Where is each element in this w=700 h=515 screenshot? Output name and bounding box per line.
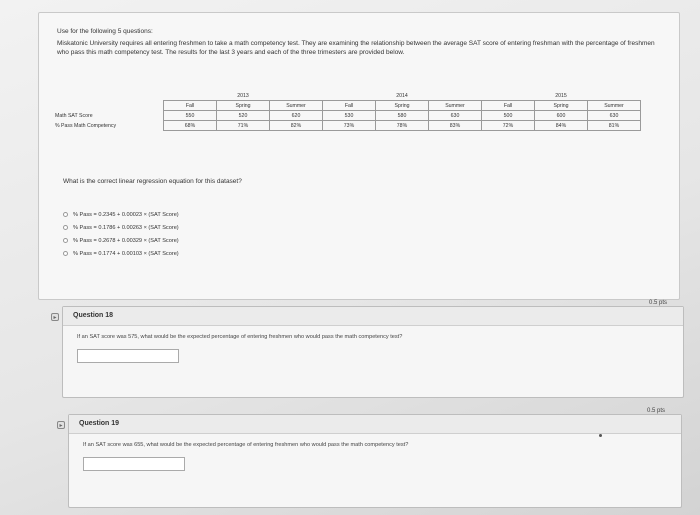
question-19-card [59,408,682,508]
year-2015: 2015 [555,92,567,99]
term-header: Summer [429,101,482,111]
intro-line-1: Use for the following 5 questions: [57,28,153,35]
question-19-header [69,408,681,434]
table-cell: 630 [588,111,641,121]
table-cell: 78% [376,121,429,131]
term-header: Spring [376,101,429,111]
term-header: Fall [323,101,376,111]
question-17-prompt: What is the correct linear regression equation for this dataset? [63,178,242,185]
answer-options [63,208,179,260]
table-cell: 520 [217,111,270,121]
answer-option-text: % Pass = 0.1786 + 0.00263 × (SAT Score) [73,224,179,231]
intro-line-2: Miskatonic University requires all entering freshmen to take a math competency test. They are examining the relationship between the average SAT score of entering freshman with the percentage of freshmen who pass this math competency test. The results for the last 3 years and each of the three trimesters are provided below. [57,39,655,56]
flag-icon[interactable]: ▸ [51,313,59,321]
table-cell: 68% [164,121,217,131]
mouse-cursor [599,434,602,437]
question-title: Question 19 [79,420,120,427]
row-label: % Pass Math Competency [55,122,117,129]
points-label: 0.5 pts [648,300,667,306]
answer-option-text: % Pass = 0.1774 + 0.00103 × (SAT Score) [73,250,179,257]
question-17-card [38,12,680,300]
answer-option-1[interactable] [63,208,179,221]
answer-option-2[interactable] [63,221,179,234]
table-cell: 500 [482,111,535,121]
question-18-answer-input[interactable] [77,349,179,363]
year-2013: 2013 [237,92,249,99]
sat-table [55,91,641,131]
answer-option-text: % Pass = 0.2678 + 0.00329 × (SAT Score) [73,237,179,244]
table-cell: 580 [376,111,429,121]
year-2014: 2014 [396,92,408,99]
question-19-answer-input[interactable] [83,457,185,471]
term-header: Fall [164,101,217,111]
question-18-card [53,300,684,398]
table-cell: 620 [270,111,323,121]
term-header: Summer [270,101,323,111]
table-cell: 82% [270,121,323,131]
row-label: Math SAT Score [55,112,93,119]
intro-text [57,27,667,60]
question-18-header [63,300,683,326]
term-header: Spring [217,101,270,111]
table-cell: 600 [535,111,588,121]
table-cell: 530 [323,111,376,121]
table-cell: 84% [535,121,588,131]
table-cell: 550 [164,111,217,121]
answer-option-text: % Pass = 0.2345 + 0.00023 × (SAT Score) [73,211,179,218]
table-cell: 72% [482,121,535,131]
flag-icon[interactable]: ▸ [57,421,65,429]
table-cell: 71% [217,121,270,131]
question-title: Question 18 [73,312,114,319]
table-cell: 81% [588,121,641,131]
term-header: Summer [588,101,641,111]
table-cell: 630 [429,111,482,121]
question-18-text: If an SAT score was 575, what would be the expected percentage of entering freshmen who would pass the math competency test? [77,334,403,340]
term-header: Fall [482,101,535,111]
answer-option-3[interactable] [63,234,179,247]
table-row [55,121,641,131]
radio-icon[interactable] [63,238,68,243]
points-label: 0.5 pts [646,408,665,414]
table-cell: 73% [323,121,376,131]
radio-icon[interactable] [63,225,68,230]
question-19-text: If an SAT score was 655, what would be the expected percentage of entering freshmen who would pass the math competency test? [83,442,409,448]
table-row [55,111,641,121]
term-header: Spring [535,101,588,111]
radio-icon[interactable] [63,251,68,256]
radio-icon[interactable] [63,212,68,217]
answer-option-4[interactable] [63,247,179,260]
table-cell: 83% [429,121,482,131]
